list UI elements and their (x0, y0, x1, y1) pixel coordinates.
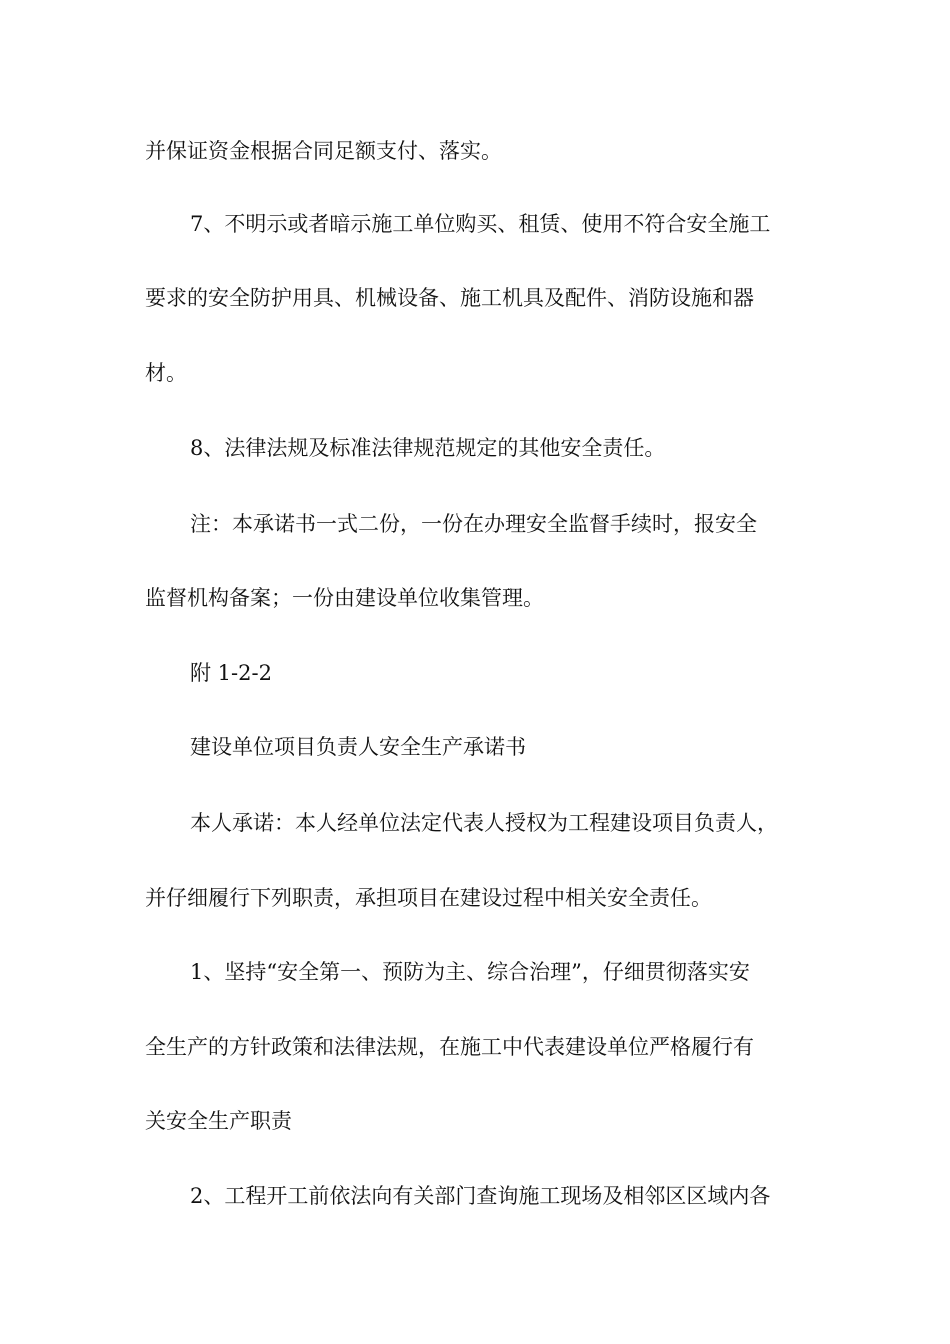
paragraph-line-11: 并仔细履行下列职责，承担项目在建设过程中相关安全责任。 (145, 886, 712, 910)
section-title: 建设单位项目负责人安全生产承诺书 (190, 735, 526, 759)
paragraph-line-5: 8、法律法规及标准法律规范规定的其他安全责任。 (190, 436, 666, 460)
paragraph-line-1: 并保证资金根据合同足额支付、落实。 (145, 139, 502, 163)
paragraph-line-7: 监督机构备案；一份由建设单位收集管理。 (145, 586, 544, 610)
paragraph-line-15: 2、工程开工前依法向有关部门查询施工现场及相邻区区域内各 (190, 1184, 771, 1208)
paragraph-line-6: 注：本承诺书一式二份，一份在办理安全监督手续时，报安全 (190, 512, 757, 536)
appendix-label: 附 1-2-2 (190, 661, 272, 685)
paragraph-line-12: 1、坚持“安全第一、预防为主、综合治理”，仔细贯彻落实安 (190, 960, 750, 984)
paragraph-line-3: 要求的安全防护用具、机械设备、施工机具及配件、消防设施和器 (145, 286, 754, 310)
paragraph-line-4: 材。 (145, 361, 187, 385)
paragraph-line-10: 本人承诺：本人经单位法定代表人授权为工程建设项目负责人， (190, 811, 778, 835)
paragraph-line-14: 关安全生产职责 (145, 1109, 292, 1133)
paragraph-line-2: 7、不明示或者暗示施工单位购买、租赁、使用不符合安全施工 (190, 212, 771, 236)
paragraph-line-13: 全生产的方针政策和法律法规，在施工中代表建设单位严格履行有 (145, 1035, 754, 1059)
